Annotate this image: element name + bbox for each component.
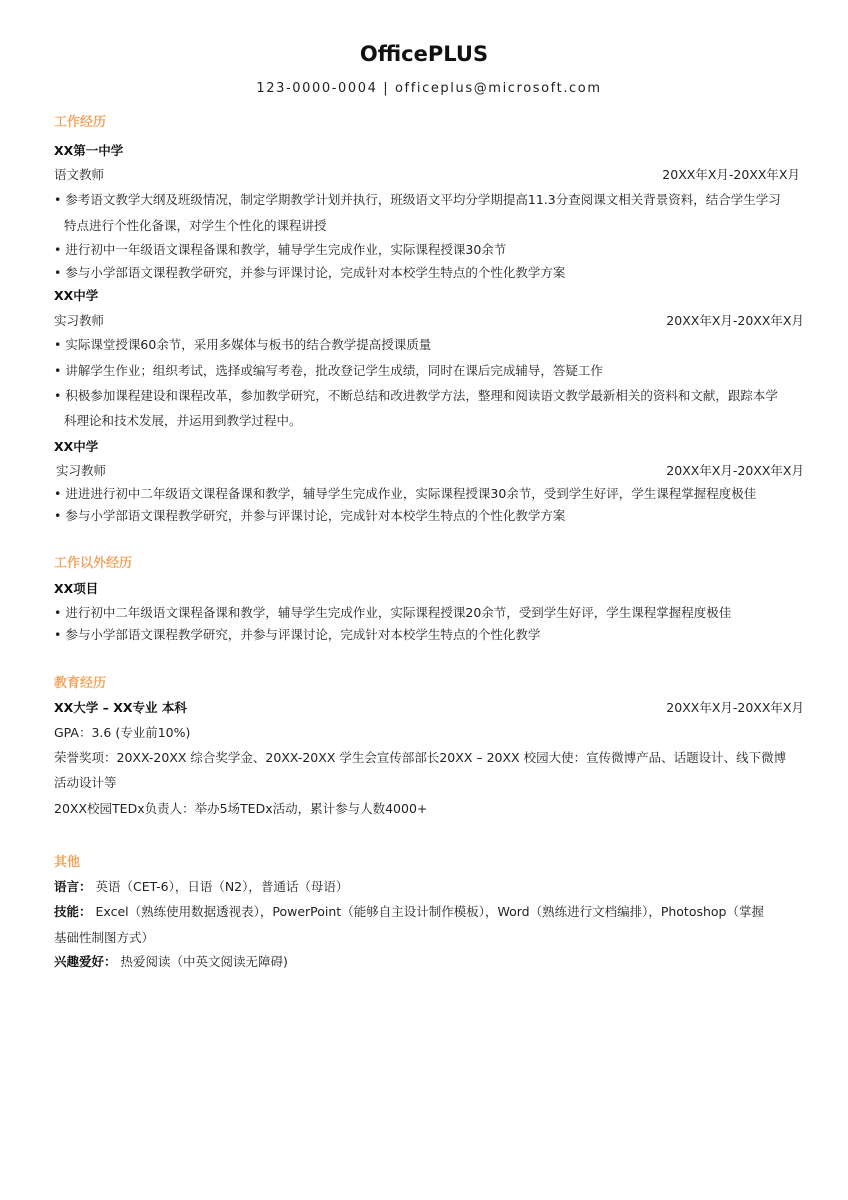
job-date: 20XX年X月-20XX年X月 <box>666 313 804 328</box>
job-org: XX第一中学 <box>54 143 124 158</box>
job-row <box>54 461 804 479</box>
job-bullet: • 积极参加课程建设和课程改革，参加教学研究，不断总结和改进教学方法，整理和阅读语文教学最新相关的资料和文献，跟踪本学 <box>54 386 804 404</box>
job-role: 实习教师 <box>56 463 107 478</box>
misc-language <box>54 877 804 895</box>
education-awards: 荣誉奖项：20XX-20XX 综合奖学金、20XX-20XX 学生会宣传部部长20XX – 20XX 校园大使：宣传微博产品、话题设计、线下微博 <box>54 750 787 765</box>
job-bullet: • 进行初中一年级语文课程备课和教学，辅导学生完成作业，实际课程授课30余节 <box>54 240 804 258</box>
misc-skills-value: Excel（熟练使用数据透视表），PowerPoint（能够自主设计制作模板），Word（熟练进行文档编排），Photoshop（掌握 <box>95 904 764 919</box>
project-bullet: • 进行初中二年级语文课程备课和教学，辅导学生完成作业，实际课程授课20余节，受到学生好评，学生课程掌握程度极佳 <box>54 603 804 621</box>
job-bullet: • 进进进行初中二年级语文课程备课和教学，辅导学生完成作业，实际课程授课30余节，受到学生好评，学生课程掌握程度极佳 <box>54 484 804 502</box>
misc-hobbies <box>54 952 804 970</box>
section-title-work: 工作经历 <box>54 115 107 130</box>
job-bullet: • 讲解学生作业；组织考试，选择或编写考卷，批改登记学生成绩，同时在课后完成辅导，答疑工作 <box>54 361 804 379</box>
job-bullet: • 实际课堂授课60余节，采用多媒体与板书的结合教学提高授课质量 <box>54 335 804 353</box>
resume-name: OfficePLUS <box>359 42 489 66</box>
misc-hobbies-label: 兴趣爱好： <box>54 954 117 969</box>
job-bullet: • 参与小学部语文课程教学研究，并参与评课讨论，完成针对本校学生特点的个性化教学方案 <box>54 263 804 281</box>
misc-language-value: 英语（CET-6），日语（N2），普通话（母语） <box>95 879 349 894</box>
job-bullet: • 参与小学部语文课程教学研究，并参与评课讨论，完成针对本校学生特点的个性化教学方案 <box>54 506 804 524</box>
job-date: 20XX年X月-20XX年X月 <box>662 167 800 182</box>
misc-skills-continued: 基础性制图方式） <box>54 930 155 945</box>
job-row <box>54 311 804 329</box>
education-school: XX大学 – XX专业 本科 <box>54 700 187 715</box>
job-org: XX中学 <box>54 288 99 303</box>
misc-hobbies-value: 热爱阅读（中英文阅读无障碍) <box>120 954 288 969</box>
job-date: 20XX年X月-20XX年X月 <box>666 463 804 478</box>
job-bullet: • 参考语文教学大纲及班级情况，制定学期教学计划并执行，班级语文平均分学期提高11.3分查阅课文相关背景资料，结合学生学习 <box>54 190 804 208</box>
job-role: 语文教师 <box>54 167 105 182</box>
project-name: XX项目 <box>54 581 99 596</box>
misc-skills-label: 技能： <box>54 904 92 919</box>
job-bullet-continued: 特点进行个性化备课，对学生个性化的课程讲授 <box>64 218 327 233</box>
section-title-misc: 其他 <box>54 855 81 870</box>
job-role: 实习教师 <box>54 313 105 328</box>
job-org: XX中学 <box>54 439 99 454</box>
education-gpa: GPA：3.6 (专业前10%) <box>54 725 191 740</box>
education-date: 20XX年X月-20XX年X月 <box>666 700 804 715</box>
misc-skills <box>54 902 804 920</box>
project-bullet: • 参与小学部语文课程教学研究，并参与评课讨论，完成针对本校学生特点的个性化教学 <box>54 625 804 643</box>
misc-language-label: 语言： <box>54 879 92 894</box>
contact-info: 123-0000-0004 | officeplus@microsoft.com <box>256 81 602 96</box>
section-title-other-experience: 工作以外经历 <box>54 556 133 571</box>
job-row <box>54 165 804 183</box>
section-title-education: 教育经历 <box>54 676 107 691</box>
job-bullet-continued: 科理论和技术发展，并运用到教学过程中。 <box>64 413 302 428</box>
education-awards-continued: 活动设计等 <box>54 775 117 790</box>
education-tedx: 20XX校园TEDx负责人：举办5场TEDx活动，累计参与人数4000+ <box>54 801 428 816</box>
education-row <box>54 698 804 716</box>
